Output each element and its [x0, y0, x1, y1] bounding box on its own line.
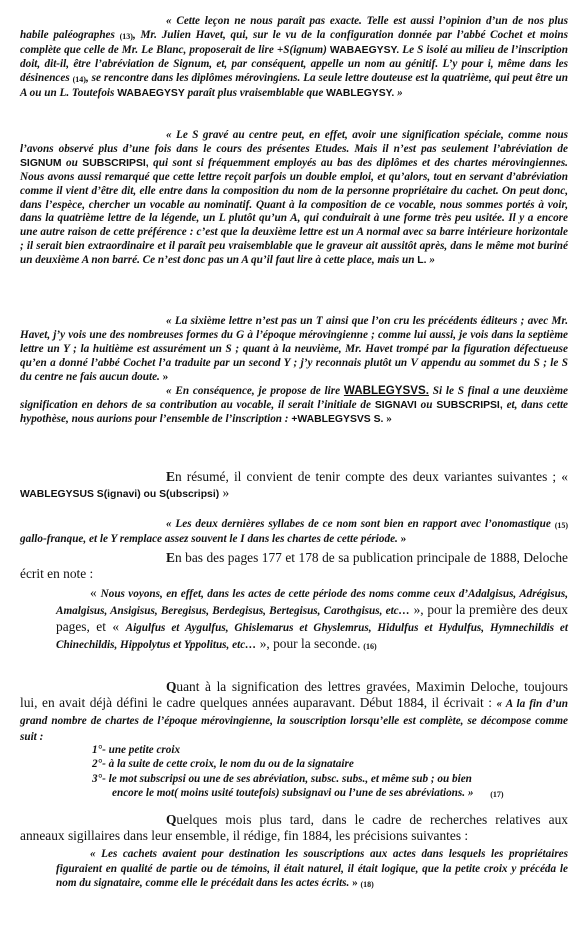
subscription-list	[92, 743, 562, 802]
paragraph-text: et, dans cette hypothèse, nous aurions pour l’ensemble de l’inscription :	[20, 398, 569, 425]
list-item-text: une petite croix	[105, 744, 181, 756]
paragraph-text: « Les cachets avaient pour destination les souscriptions aux actes dans lesquels les propriétaires figuraient en qualité de partie ou de témoins, il était naturel, il était logique, que la petite croix y précéda le nom du signataire, comme elle le précédait dans les actes écrits.	[56, 848, 568, 890]
drop-initial: E	[166, 550, 175, 565]
paragraph-text: », pour la première des deux pages, et «	[56, 602, 569, 635]
quote-paragraph-3	[20, 315, 568, 385]
paragraph-text: n résumé, il convient de tenir compte des deux variantes suivantes ; «	[174, 469, 568, 484]
list-number: 1°-	[92, 744, 106, 756]
quote-mark: »	[349, 877, 358, 890]
list-item-text: le mot subscripsi ou une de ses abréviation, subsc. subs., et même sub ; ou bien	[105, 772, 472, 785]
footnote-ref-15: (15)	[554, 521, 569, 530]
paragraph-text: « Les deux dernières syllabes de ce nom sont bien en rapport avec l’onomastique	[166, 518, 551, 530]
list-continuation	[92, 786, 562, 802]
list-item	[92, 757, 562, 771]
keyword-subscripsi: SUBSCRIPSI,	[436, 399, 503, 411]
drop-initial: Q	[166, 679, 177, 694]
quote-mark: »	[394, 86, 403, 99]
drop-initial: Q	[166, 812, 177, 827]
body-paragraph-anneaux	[20, 812, 568, 845]
paragraph-text: uelques mois plus tard, dans le cadre de recherches relatives aux anneaux sigillaires dans leur ensemble, il rédige, fin 1884, les précisions suivantes :	[20, 812, 568, 844]
drop-initial: E	[166, 469, 175, 484]
list-item-text: encore le mot( moins usité toutefois) subsignavi ou l’une de ses abréviations. »	[112, 786, 474, 799]
quote-paragraph-1	[20, 15, 568, 100]
footnote-ref-17: (17)	[490, 789, 504, 799]
quoted-text: « A la fin d’un grand nombre de chartes de l’époque mérovingienne, la souscription lorsqu’elle est complète, se décompose comme suit :	[20, 698, 569, 744]
footnote-ref-18: (18)	[360, 880, 374, 890]
quote-mark: »	[159, 370, 169, 383]
keyword-subscripsi: SUBSCRIPSI,	[82, 157, 149, 169]
paragraph-text: ou	[416, 398, 433, 411]
keyword-signum: SIGNUM	[20, 157, 62, 169]
quoted-names: Aigulfus et Aygulfus, Ghislemarus et Ghyslemrus, Hidulfus et Hydulfus, Hymnechildis et Chinechildis, Hippolytus et Yppolitus, etc…	[56, 622, 568, 652]
inscription-reading: WABLEGYSVS.	[343, 384, 429, 397]
letter-l: L.	[417, 255, 427, 267]
list-number: 3°-	[92, 772, 106, 785]
quote-paragraph-2	[20, 129, 568, 268]
quote-mark: »	[383, 412, 392, 425]
inscription-final: +WABLEGYSVS S.	[291, 413, 384, 425]
quote-mark: »	[219, 485, 230, 501]
paragraph-text: gallo-franque, et le Y remplace assez souvent le I dans les chartes de cette période.	[20, 532, 398, 545]
footnote-ref-16: (16)	[363, 642, 377, 652]
paragraph-text: , Mr. Julien Havet, qui, sur le vu de la configuration donnée par l’abbé Cochet et moins complète que celle de Mr. Le Blanc, proposerait de lire +S(ignum)	[20, 28, 569, 56]
inscription-reading: WABLEGYSY.	[326, 87, 395, 99]
quote-paragraph-cachets	[56, 847, 568, 893]
list-item	[92, 743, 562, 757]
body-paragraph-resume	[20, 469, 568, 504]
paragraph-text: Cette leçon ne nous paraît pas exacte. Telle est aussi l’opinion d’un de nos plus habile paléographes	[20, 15, 569, 41]
list-number: 2°-	[92, 758, 106, 771]
paragraph-text: Le S isolé au milieu de l’inscription doit, dit-il, être l’abréviation de Signum, et, par conséquent, appelle un nom au génitif. L’y pour i, même dans les désinences	[20, 43, 569, 84]
list-item	[92, 772, 562, 786]
quote-mark: »	[426, 254, 435, 267]
keyword-signavi: SIGNAVI	[374, 399, 417, 411]
quoted-names: Nous voyons, en effet, dans les actes de cette période des noms comme ceux d’Adalgisus, Adrégisus, Amalgisus, Ansigisus, Beregisus, Berdegisus, Bertegisus, Carothgisus, etc…	[56, 588, 569, 618]
paragraph-text: », pour la seconde.	[256, 636, 361, 652]
quote-paragraph-onomastique	[20, 518, 568, 547]
paragraph-text: ou	[61, 156, 83, 169]
variant-reading: WABLEGYSUS S(ignavi) ou S(ubscripsi)	[20, 489, 220, 501]
paragraph-text: « La sixième lettre n’est pas un T ainsi que l’on cru les précédents éditeurs ; avec Mr. Havet, j’y vois une des nombreuses formes du G à l’époque mérovingienne ; comme lui aussi, je vois dans la septième lettre un Y ; la huitième est assurément un S ; quant à la neuvième, Mr. Havet trompé par la figuration défectueuse qu’en a donné l’abbé Cochet l’a traduite par un second Y ; j’y reconnais plutôt un V appendu au sommet du S ; le S du centre ne fais aucun doute.	[20, 315, 568, 383]
body-paragraph-signification	[20, 679, 568, 745]
paragraph-text: n bas des pages 177 et 178 de sa publication principale de 1888, Deloche écrit en note :	[20, 550, 568, 582]
paragraph-text: « Le S gravé au centre peut, en effet, avoir une signification spéciale, comme nous l’avons observé plus d’une fois dans le cours des présentes Etudes. Mais il n’est pas seulement l’abréviation de	[20, 129, 568, 155]
quote-mark: «	[90, 585, 101, 600]
paragraph-text: qui sont si fréquemment employés au bas des diplômes et des chartes mérovingiennes. Nous avons aussi remarqué que cette lettre reçoit parfois un double emploi, et qu’alors, tout en servant d’abréviation comme il vient d’être dit, elle entre dans la composition du nom de la personne propriétaire du cachet. On peut donc, dans l’espèce, chercher un vocable au nominatif. Quant à la composition de ce vocable, nous sommes portés à voir, dans la quatrième lettre de la légende, un L plutôt qu’un A, qui conduirait à une forme très peu usitée. Il y a encore une autre raison de cette préférence : c’est que la deuxième lettre est un A normal avec sa barre intérieure horizontale ; il serait bien extraordinaire et il paraît peu vraisemblable que le graveur ait aussitôt après, dans le même mot buriné un deuxième A non barré. Ce n’est donc pas un A qu’il faut lire à cette place, mais un	[20, 156, 568, 267]
paragraph-text: uant à la signification des lettres gravées, Maximin Deloche, toujours lui, en avait déjà défini le cadre quelques années auparavant. Début 1884, il écrivait :	[20, 679, 568, 711]
quote-paragraph-4	[20, 384, 568, 427]
body-paragraph-footnote-intro	[20, 550, 568, 583]
list-item-text: à la suite de cette croix, le nom du ou de la signataire	[105, 758, 354, 771]
footnote-ref-13: (13)	[119, 31, 133, 41]
inscription-reading: WABAEGYSY.	[329, 44, 400, 56]
paragraph-text: Si le S final a une deuxième signification en dehors de sa contribution au vocable, il serait l’initiale de	[20, 385, 568, 411]
footnote-ref-14: (14)	[72, 74, 86, 84]
quote-mark: «	[166, 15, 177, 27]
paragraph-text: « En conséquence, je propose de lire	[166, 385, 341, 397]
inscription-reading: WABAEGYSY	[117, 87, 185, 99]
paragraph-text: paraît plus vraisemblable que	[184, 86, 324, 99]
quote-mark: »	[397, 532, 407, 545]
paragraph-text: , se rencontre dans les diplômes mérovingiens. La seule lettre douteuse est la quatrième, qui peut être un A ou un L. Toutefois	[20, 71, 569, 99]
quote-paragraph-names	[56, 585, 568, 655]
